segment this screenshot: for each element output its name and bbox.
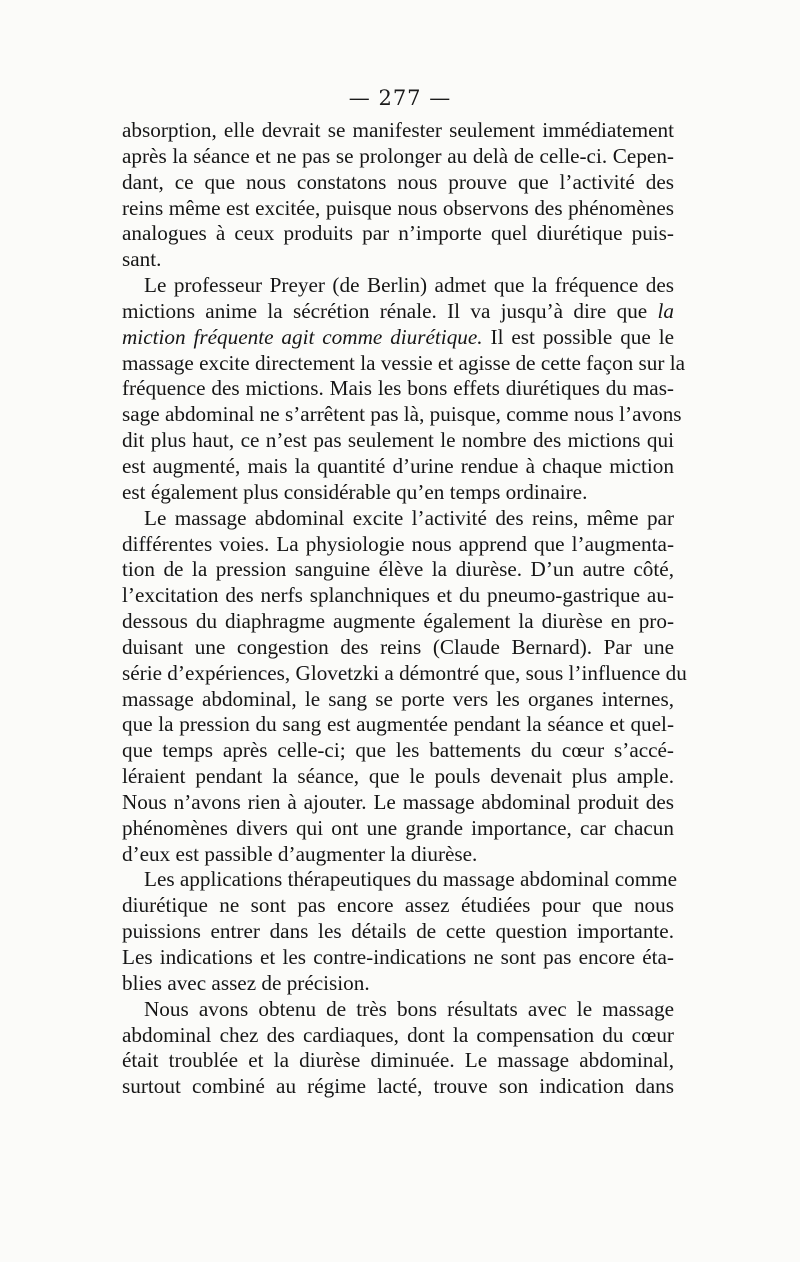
text-line: sage abdominal ne s’arrêtent pas là, puisque, comme nous l’avons [122,402,682,427]
text-line: puissions entrer dans les détails de cette question importante. [122,919,674,944]
text-line: absorption, elle devrait se manifester seulement immédiatement [122,118,674,142]
text-line: phénomènes divers qui ont une grande importance, car chacun [122,815,674,840]
text-line: que la pression du sang est augmentée pendant la séance et quel- [122,712,674,737]
text-line: série d’expériences, Glovetzki a démontré que, sous l’influence du [122,660,687,685]
italic-segment: la [657,298,674,323]
text-line: blies avec assez de précision. [122,970,370,995]
text-line: Le professeur Preyer (de Berlin) admet que la fréquence des [144,273,674,298]
text-segment: mictions anime la sécrétion rénale. Il va jusqu’à dire que [122,298,658,323]
paragraph-5 [122,997,674,1100]
text-line: abdominal chez des cardiaques, dont la compensation du cœur [122,1022,674,1047]
text-line: fréquence des mictions. Mais les bons effets diurétiques du mas- [122,376,674,401]
text-line: analogues à ceux produits par n’importe quel diurétique puis- [122,221,674,246]
text-line: est augmenté, mais la quantité d’urine rendue à chaque miction [122,453,674,478]
text-line: surtout combiné au régime lacté, trouve son indication dans [122,1074,674,1099]
text-line: diurétique ne sont pas encore assez étudiées pour que nous [122,893,674,918]
text-segment: Il est possible que le [482,324,674,349]
text-line: Nous avons obtenu de très bons résultats avec le massage [144,996,674,1021]
text-line: dit plus haut, ce n’est pas seulement le nombre des mictions qui [122,428,674,453]
text-line: différentes voies. La physiologie nous apprend que l’augmenta- [122,531,674,556]
text-line: Nous n’avons rien à ajouter. Le massage abdominal produit des [122,789,674,814]
text-line: Les applications thérapeutiques du massage abdominal comme [144,867,678,892]
text-line: d’eux est passible d’augmenter la diurèse. [122,841,478,866]
text-line: massage abdominal, le sang se porte vers les organes internes, [122,686,674,711]
text-line: tion de la pression sanguine élève la diurèse. D’un autre côté, [122,557,674,582]
text-line: sant. [122,247,162,272]
paragraph-4 [122,867,678,996]
text-line: Les indications et les contre-indications ne sont pas encore éta- [122,945,674,969]
body-text [122,118,687,1100]
text-line: duisant une congestion des reins (Claude Bernard). Par une [122,634,674,659]
text-line: est également plus considérable qu’en temps ordinaire. [122,479,588,504]
text-line: massage excite directement la vessie et agisse de cette façon sur la [122,350,685,375]
text-line: que temps après celle-ci; que les battements du cœur s’accé- [122,738,674,763]
text-line-with-italic [122,299,674,325]
text-line: Le massage abdominal excite l’activité des reins, même par [144,505,674,530]
italic-segment: miction fréquente agit comme diurétique. [122,324,483,349]
paragraph-3 [122,505,687,868]
text-line: dessous du diaphragme augmente également la diurèse en pro- [122,609,674,634]
text-line: l’excitation des nerfs splanchniques et du pneumo-gastrique au- [122,583,674,608]
text-line: était troublée et la diurèse diminuée. Le massage abdominal, [122,1048,674,1073]
text-line-with-italic [122,325,674,351]
text-line: léraient pendant la séance, que le pouls devenait plus ample. [122,764,674,789]
text-line: après la séance et ne pas se prolonger au delà de celle-ci. Cepen- [122,143,674,168]
paragraph-2 [122,273,685,506]
paragraph-1 [122,118,674,273]
text-line: dant, ce que nous constatons nous prouve que l’activité des [122,169,674,194]
page-number: — 277 — [348,86,452,110]
text-line: reins même est excitée, puisque nous observons des phénomènes [122,195,674,220]
